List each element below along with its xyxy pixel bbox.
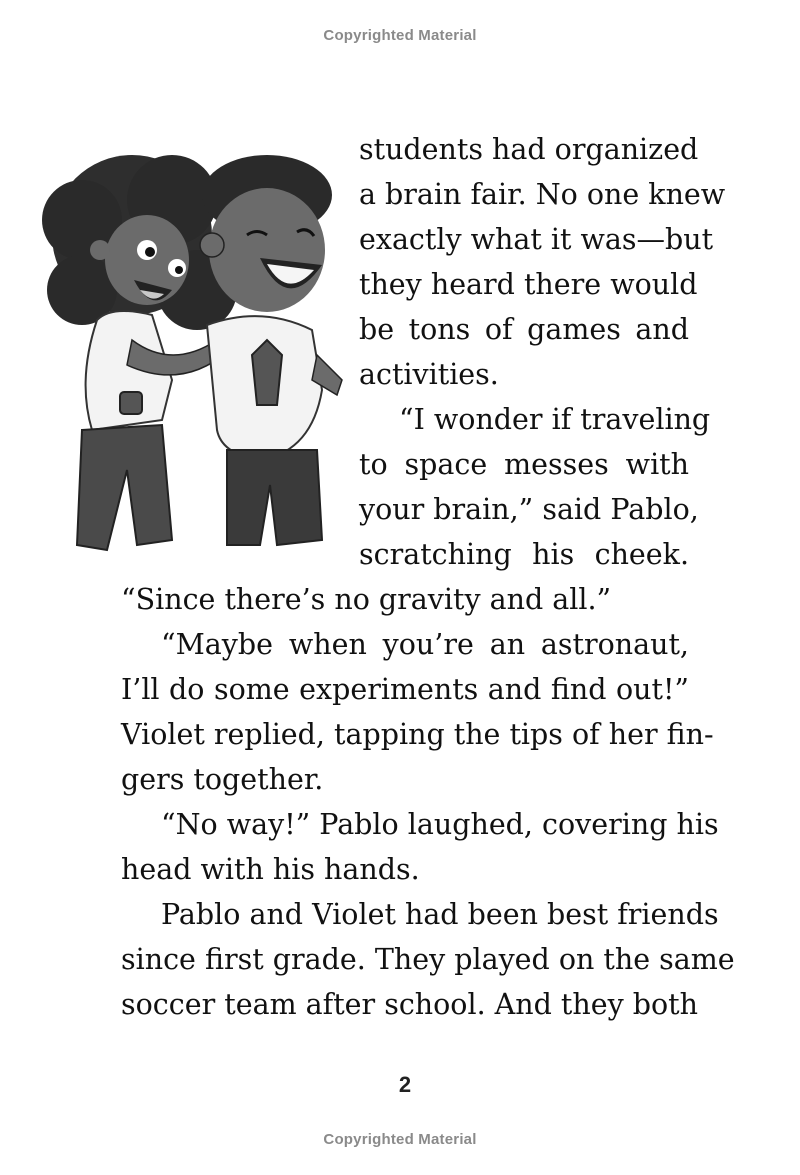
text-line: head with his hands. [121,853,420,886]
text-line: students had organized [359,133,699,166]
text-line: your brain,” said Pablo, [359,493,699,526]
girl-figure [42,155,237,550]
text-line: activities. [359,358,499,391]
text-line: “Maybe when you’re an astronaut, [161,628,689,661]
text-line: be tons of games and [359,313,689,346]
text-line: to space messes with [359,448,689,481]
text-line: a brain fair. No one knew [359,178,726,211]
copyright-watermark-top: Copyrighted Material [323,27,477,44]
text-line: Violet replied, tapping the tips of her fin- [121,718,714,751]
text-line: “No way!” Pablo laughed, covering his [161,808,719,841]
boy-figure [200,155,342,545]
text-line: “Since there’s no gravity and all.” [121,583,612,616]
text-line: Pablo and Violet had been best friends [161,898,719,931]
text-line: they heard there would [359,268,698,301]
copyright-watermark-bottom: Copyrighted Material [323,1131,477,1148]
text-line: since first grade. They played on the same [121,943,735,976]
text-line: I’ll do some experiments and find out!” [121,673,689,706]
text-line: exactly what it was—but [359,223,714,256]
text-line: gers together. [121,763,324,796]
text-line: scratching his cheek. [359,538,689,571]
page-number: 2 [398,1072,412,1097]
two-children-illustration [22,140,352,560]
text-line: soccer team after school. And they both [121,988,698,1021]
text-line: “I wonder if traveling [399,403,711,436]
